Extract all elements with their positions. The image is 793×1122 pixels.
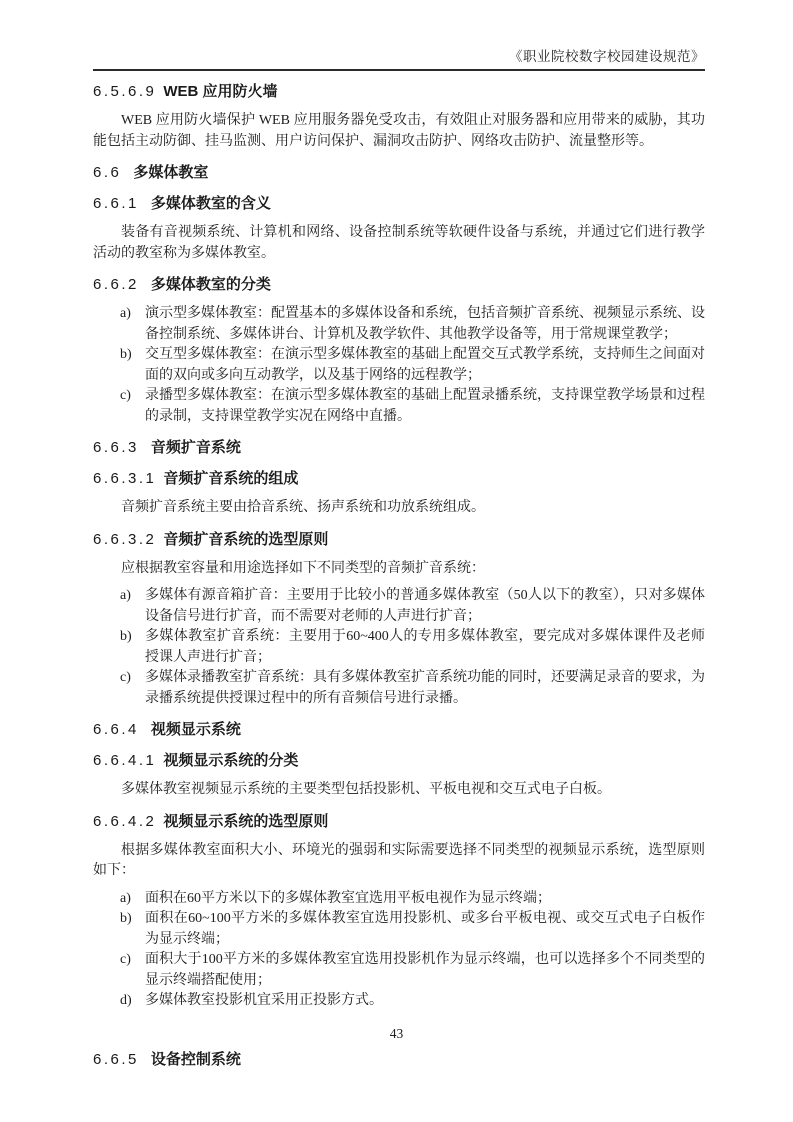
list-marker: c) [120, 952, 131, 967]
page-footer [0, 1026, 793, 1042]
list-marker: a) [120, 890, 131, 906]
list-item [93, 627, 705, 668]
heading-multimedia-classroom [93, 163, 705, 183]
list-marker: b) [120, 629, 132, 644]
list-item [93, 345, 705, 386]
list-item [93, 386, 705, 427]
list-marker: a) [120, 588, 131, 603]
paragraph-audio-selection: 应根据教室容量和用途选择如下不同类型的音频扩音系统： [121, 560, 485, 576]
list-marker: a) [120, 306, 131, 321]
page-content [93, 82, 705, 1070]
heading-number: 6.5.6.9 [93, 83, 157, 100]
heading-title: 音频扩音系统 [150, 439, 241, 456]
heading-number: 6.6.3.1 [93, 470, 157, 487]
heading-web-firewall [93, 82, 705, 102]
paragraph-audio-composition: 音频扩音系统主要由拾音系统、扬声系统和功放系统组成。 [121, 500, 485, 515]
heading-audio-composition [93, 469, 705, 489]
heading-number: 6.6.2 [93, 276, 139, 293]
list-item-text: 面积在60平方米以下的多媒体教室宜选用平板电视作为显示终端； [145, 890, 551, 906]
heading-device-control [93, 1050, 705, 1070]
heading-classroom-classification [93, 275, 705, 295]
list-item-text: 交互型多媒体教室：在演示型多媒体教室的基础上配置交互式教学系统，支持师生之间面对面的双向或多向互动教学，以及基于网络的远程教学； [145, 347, 705, 383]
heading-video-system [93, 720, 705, 740]
heading-number: 6.6.3.2 [93, 530, 157, 548]
heading-title: 多媒体教室 [133, 164, 209, 181]
classroom-type-list [93, 304, 705, 427]
list-item-text: 录播型多媒体教室：在演示型多媒体教室的基础上配置录播系统，支持课堂教学场景和过程的录制，支持课堂教学实况在网络中直播。 [145, 388, 705, 424]
list-item-text: 多媒体教室扩音系统：主要用于60~400人的专用多媒体教室，要完成对多媒体课件及老师授课人声进行扩音； [145, 629, 705, 665]
list-item-text: 演示型多媒体教室：配置基本的多媒体设备和系统，包括音频扩音系统、视频显示系统、设备控制系统、多媒体讲台、计算机及教学软件、其他教学设备等，用于常规课堂教学； [145, 306, 705, 342]
heading-audio-system [93, 438, 705, 458]
heading-number: 6.6.4.2 [93, 812, 157, 830]
paragraph-video-classification: 多媒体教室视频显示系统的主要类型包括投影机、平板电视和交互式电子白板。 [121, 782, 611, 797]
page-header [93, 0, 705, 71]
page-number: 43 [389, 1026, 404, 1041]
heading-title: 音频扩音系统的选型原则 [163, 530, 329, 548]
list-item [93, 304, 705, 345]
document-title: 《职业院校数字校园建设规范》 [509, 49, 705, 64]
list-item [93, 991, 705, 1012]
list-marker: b) [120, 911, 132, 926]
heading-title: 多媒体教室的分类 [150, 276, 271, 293]
heading-classroom-meaning [93, 194, 705, 214]
heading-number: 6.6.4 [93, 721, 139, 738]
list-item [93, 950, 705, 991]
heading-title: 多媒体教室的含义 [150, 195, 271, 212]
list-item [93, 909, 705, 950]
heading-title: WEB 应用防火墙 [163, 83, 278, 100]
list-marker: c) [120, 670, 131, 685]
list-item [93, 889, 705, 910]
heading-video-classification [93, 751, 705, 771]
heading-title: 视频显示系统 [150, 721, 241, 738]
heading-number: 6.6 [93, 164, 122, 181]
list-item-text: 多媒体有源音箱扩音：主要用于比较小的普通多媒体教室（50人以下的教室），只对多媒体设备信号进行扩音，而不需要对老师的人声进行扩音； [145, 588, 705, 624]
list-marker: d) [120, 993, 132, 1008]
video-type-list [93, 889, 705, 1012]
list-item-text: 多媒体录播教室扩音系统：具有多媒体教室扩音系统功能的同时，还要满足录音的要求，为录播系统提供授课过程中的所有音频信号进行录播。 [145, 670, 705, 706]
list-item-text: 面积大于100平方米的多媒体教室宜选用投影机作为显示终端，也可以选择多个不同类型的显示终端搭配使用； [145, 952, 705, 988]
paragraph-video-selection: 根据多媒体教室面积大小、环境光的强弱和实际需要选择不同类型的视频显示系统，选型原则如下： [93, 842, 705, 878]
paragraph-classroom-meaning: 装备有音视频系统、计算机和网络、设备控制系统等软硬件设备与系统，并通过它们进行教学活动的教室称为多媒体教室。 [93, 225, 705, 261]
heading-video-selection [93, 812, 705, 832]
list-marker: b) [120, 347, 132, 362]
list-item [93, 586, 705, 627]
heading-audio-selection [93, 530, 705, 550]
heading-number: 6.6.5 [93, 1050, 139, 1068]
heading-number: 6.6.3 [93, 439, 139, 456]
audio-type-list [93, 586, 705, 709]
list-item [93, 668, 705, 709]
heading-number: 6.6.4.1 [93, 752, 157, 769]
heading-title: 音频扩音系统的组成 [163, 470, 299, 487]
list-item-text: 面积在60~100平方米的多媒体教室宜选用投影机、或多台平板电视、或交互式电子白板作为显示终端； [145, 911, 705, 947]
list-item-text: 多媒体教室投影机宜采用正投影方式。 [145, 993, 383, 1008]
heading-title: 视频显示系统的选型原则 [163, 812, 329, 830]
paragraph-web-firewall: WEB 应用防火墙保护 WEB 应用服务器免受攻击，有效阻止对服务器和应用带来的威胁，其功能包括主动防御、挂马监测、用户访问保护、漏洞攻击防护、网络攻击防护、流量整形等。 [93, 113, 705, 149]
heading-title: 视频显示系统的分类 [163, 752, 299, 769]
list-marker: c) [120, 388, 131, 403]
heading-title: 设备控制系统 [150, 1050, 241, 1068]
heading-number: 6.6.1 [93, 195, 139, 212]
